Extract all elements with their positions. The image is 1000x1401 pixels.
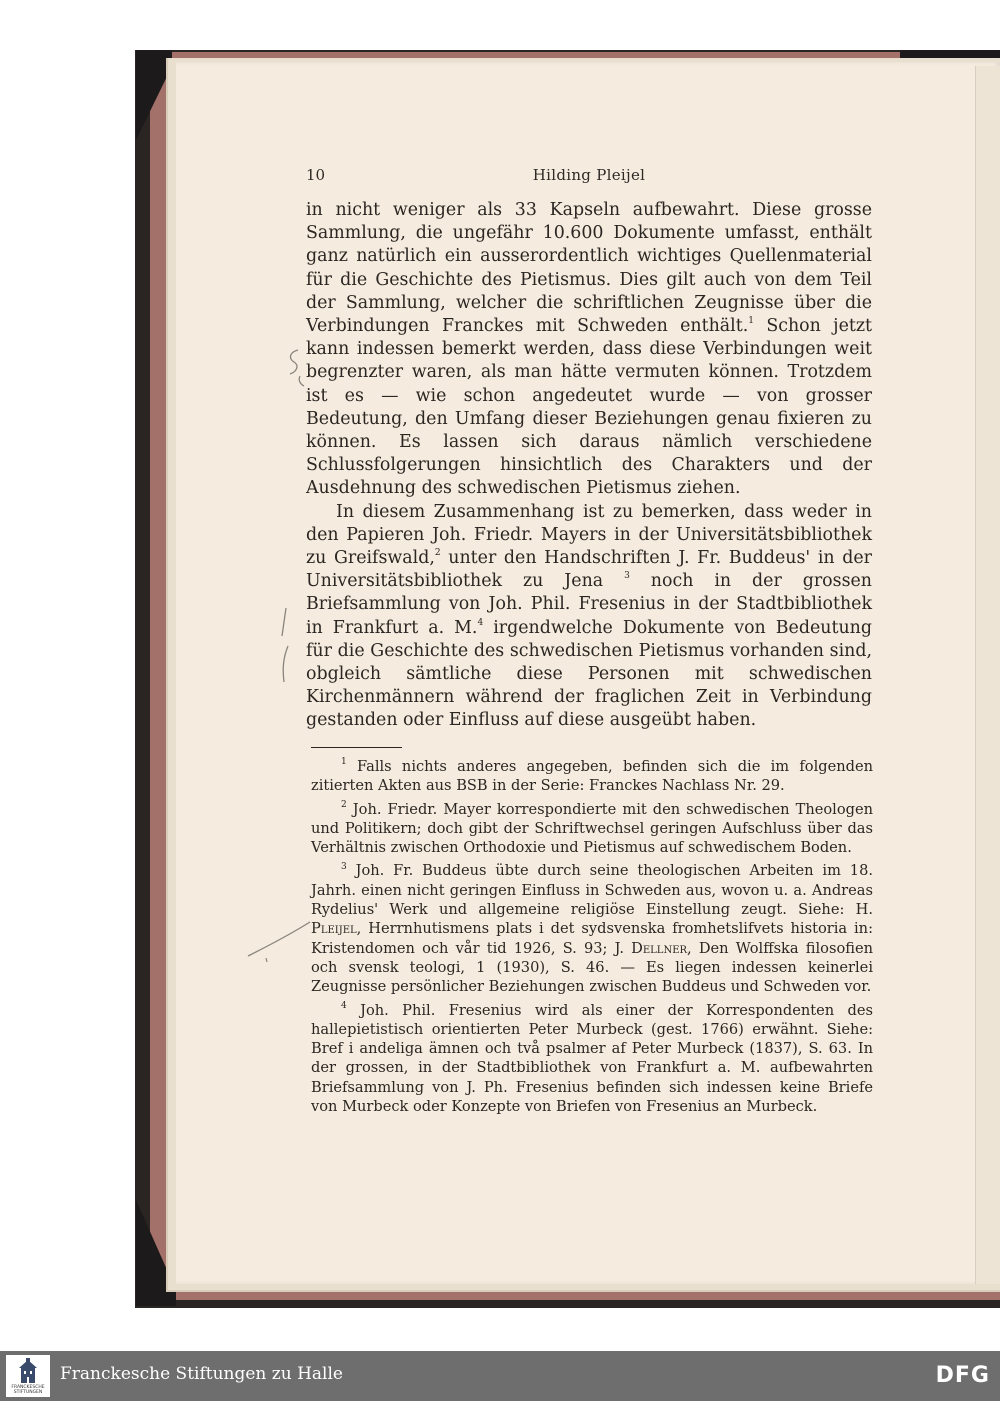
- page-header: [306, 166, 872, 188]
- paragraph-2-text-a: In diesem Zusammenhang ist zu bemerken, dass weder in den Papieren Joh. Friedr. Mayers in der Universitätsbibliothek zu Greifswald,: [306, 501, 872, 569]
- footnote-3-text-b: , Herrnhutismens plats i det sydsvenska fromhetslifvets historia in: Kristendomen och vår tid 1926, S. 93; J.: [311, 920, 873, 957]
- footnote-ref-1: 1: [748, 316, 754, 327]
- footnote-1-text: Falls nichts anderes angegeben, befinden sich die im folgenden zitierten Akten aus BSB in der Serie: Franckes Nachlass Nr. 29.: [311, 758, 873, 795]
- page-number: 10: [306, 166, 326, 184]
- right-leaf-edge: [975, 66, 1000, 1284]
- footnote-2-marker: 2: [341, 799, 347, 810]
- footnote-3-text-a: Joh. Fr. Buddeus übte durch seine theologischen Arbeiten im 18. Jahrh. einen nicht geringen Einfluss in Schweden aus, wovon u. a. Andreas Rydelius' Werk und allgemeine religiöse Einstellung zeugt. Siehe: H.: [311, 862, 873, 919]
- pencil-mark-3: [244, 918, 314, 964]
- footnote-2: [311, 800, 873, 858]
- footnote-3-author-dellner: Dellner: [631, 939, 688, 957]
- footnote-4-marker: 4: [341, 1000, 347, 1011]
- logo-label: FRANCKESCHE STIFTUNGEN: [11, 1385, 45, 1395]
- pencil-mark-2: [270, 606, 296, 686]
- paragraph-1-text-b: Schon jetzt kann indessen bemerkt werden, dass diese Verbindungen weit begrenzter waren, als man hätte vermuten können. Trotzdem ist es — wie schon angedeutet wurde — von grosser Bedeutung, den Umfang dieser Beziehungen genau fixieren zu können. Es lassen sich daraus nämlich verschiedene Schlussfolgerungen hinsichtlich des Charakters und der Ausdehnung des schwedischen Pietismus ziehen.: [306, 316, 873, 499]
- footnote-ref-2: 2: [434, 548, 441, 559]
- paragraph-2: [306, 501, 872, 733]
- franckesche-stiftungen-logo[interactable]: [6, 1355, 50, 1397]
- footnote-rule: [311, 747, 402, 748]
- footnote-1: [311, 757, 873, 796]
- footnotes: [311, 757, 873, 1120]
- paragraph-2-text-b: unter den Handschriften J. Fr. Buddeus' in der Universitätsbibliothek zu Jena: [306, 548, 872, 592]
- paragraph-1-text-a: in nicht weniger als 33 Kapseln aufbewahrt. Diese grosse Sammlung, die ungefähr 10.600 Dokumente umfasst, enthält ganz natürlich ein ausserordentlich wichtiges Quellenmaterial für die Geschichte des Pietismus. Dies gilt auch von dem Teil der Sammlung, welcher die schriftlichen Zeugnisse über die Verbindungen Franckes mit Schweden enthält.: [306, 200, 872, 337]
- footnote-3-marker: 3: [341, 861, 347, 872]
- footnote-ref-3: 3: [624, 571, 630, 582]
- footer-bar: [0, 1351, 1000, 1401]
- footnote-4-text: Joh. Phil. Fresenius wird als einer der Korrespondenten des hallepietistisch orientierten Peter Murbeck (gest. 1766) erwähnt. Siehe: Bref i andeliga ämnen och två psalmer af Peter Murbeck (1837), S. 63. In der grossen, in der Stadtbibliothek von Frankfurt a. M. aufbewahrten Briefsammlung von J. Ph. Fresenius befinden sich indessen keine Briefe von Murbeck oder Konzepte von Briefen von Fresenius an Murbeck.: [311, 1001, 873, 1116]
- paragraph-2-text-c: noch in der grossen Briefsammlung von Joh. Phil. Fresenius in der Stadtbibliothek in Frankfurt a. M.: [306, 571, 872, 638]
- footnote-1-marker: 1: [341, 757, 347, 768]
- running-head: Hilding Pleijel: [532, 166, 646, 184]
- dfg-logo[interactable]: DFG: [935, 1363, 990, 1388]
- pencil-mark-1: [278, 346, 308, 388]
- footnote-3-text-c: , Den Wolffska filosofien och svensk teologi, 1 (1930), S. 46. — Es liegen indessen keinerlei Zeugnisse persönlicher Beziehungen zwischen Buddeus und Schweden vor.: [311, 939, 873, 996]
- footnote-4: [311, 1001, 873, 1117]
- paragraph-1: [306, 199, 872, 501]
- footnote-ref-4: 4: [477, 617, 484, 628]
- paragraph-2-text-d: irgendwelche Dokumente von Bedeutung für die Geschichte des schwedischen Pietismus vorhanden sind, obgleich sämtliche diese Personen mit schwedischen Kirchenmännern während der fraglichen Zeit in Verbindung gestanden oder Einfluss auf diese ausgeübt haben.: [306, 617, 872, 731]
- footnote-2-text: Joh. Friedr. Mayer korrespondierte mit den schwedischen Theologen und Politikern; doch gibt der Schriftwechsel geringen Aufschluss über das Verhältnis zwischen Orthodoxie und Pietismus auf schwedischem Boden.: [311, 800, 873, 857]
- footnote-3: [311, 861, 873, 996]
- footnote-3-author-pleijel: Pleijel: [311, 920, 357, 938]
- body-text: [306, 199, 872, 733]
- footer-title[interactable]: Franckesche Stiftungen zu Halle: [60, 1364, 343, 1384]
